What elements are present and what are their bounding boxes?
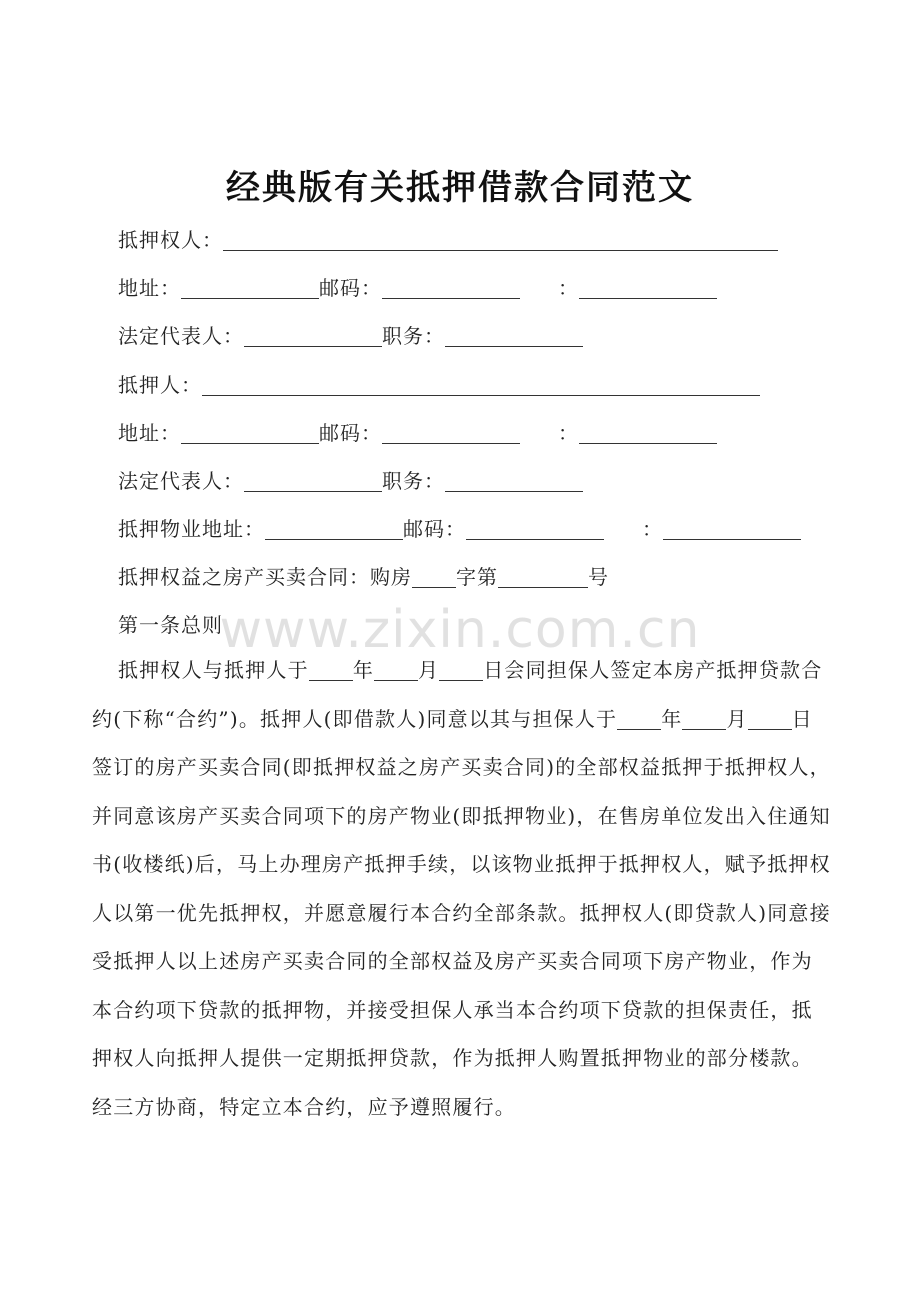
section-title: 第一条总则 bbox=[118, 613, 223, 637]
para-text-2: 日会同担保人签定本房产抵押贷款合约(下称“合约”)。抵押人(即借款人)同意以其与担保人于 bbox=[92, 658, 823, 731]
property-address-blank bbox=[265, 519, 403, 540]
contract-number-blank bbox=[498, 567, 588, 588]
address-blank bbox=[181, 423, 319, 444]
extra-blank bbox=[663, 519, 801, 540]
colon-label: ： bbox=[642, 517, 663, 541]
property-address-label: 抵押物业地址： bbox=[118, 517, 265, 541]
contract-label: 抵押权益之房产买卖合同：购房 bbox=[118, 565, 412, 589]
position-blank bbox=[445, 326, 583, 347]
position-blank bbox=[445, 471, 583, 492]
month-label: 月 bbox=[418, 658, 440, 682]
extra-blank bbox=[579, 278, 717, 299]
mortgagee-address-line bbox=[118, 272, 717, 301]
month-blank bbox=[374, 660, 418, 681]
zip-blank bbox=[382, 278, 520, 299]
document-title: 经典版有关抵押借款合同范文 bbox=[226, 168, 694, 208]
day-blank-2 bbox=[748, 709, 792, 730]
contract-word-blank bbox=[412, 567, 456, 588]
extra-blank bbox=[579, 423, 717, 444]
position-label: 职务： bbox=[382, 324, 445, 348]
mortgagor-blank bbox=[202, 375, 760, 396]
mortgagor-line bbox=[118, 369, 760, 398]
contract-word-label: 字第 bbox=[456, 565, 498, 589]
legal-rep-label: 法定代表人： bbox=[118, 469, 244, 493]
colon-label: ： bbox=[558, 276, 579, 300]
year-label: 年 bbox=[352, 658, 375, 682]
day-blank bbox=[439, 660, 483, 681]
watermark: www.zixin.com.cn bbox=[219, 600, 701, 660]
zip-label: 邮码： bbox=[403, 517, 466, 541]
property-address-line bbox=[118, 513, 801, 542]
mortgagor-rep-line bbox=[118, 465, 583, 494]
contract-line bbox=[118, 561, 609, 590]
month-label-2: 月 bbox=[726, 706, 748, 731]
legal-rep-blank bbox=[244, 326, 382, 347]
para-text-3: 日签订的房产买卖合同(即抵押权益之房产买卖合同)的全部权益抵押于抵押权人，并同意该房产买卖合同项下的房产物业(即抵押物业)，在售房单位发出入住通知书(收楼纸)后，马上办理房产抵押手续，以该物业抵押于抵押权人，赋予抵押权人以第一优先抵押权，并愿意履行本合约全部条款。抵押权人(即贷款人)同意接受抵押人以上述房产买卖合同的全部权益及房产买卖合同项下房产物业，作为本合约项下贷款的抵押物，并接受担保人承当本合约项下贷款的担保责任，抵押权人向抵押人提供一定期抵押贷款，作为抵押人购置抵押物业的部分楼款。经三方协商，特定立本合约，应予遵照履行。 bbox=[92, 706, 831, 1119]
month-blank-2 bbox=[682, 709, 726, 730]
mortgagor-label: 抵押人： bbox=[118, 373, 202, 397]
colon-label: ： bbox=[558, 421, 579, 445]
contract-number-label: 号 bbox=[588, 565, 609, 589]
zip-blank bbox=[466, 519, 604, 540]
mortgagee-line bbox=[118, 224, 778, 253]
mortgagee-label: 抵押权人： bbox=[118, 228, 223, 252]
zip-label: 邮码： bbox=[319, 421, 382, 445]
address-blank bbox=[181, 278, 319, 299]
zip-label: 邮码： bbox=[319, 276, 382, 300]
mortgagor-address-line bbox=[118, 417, 717, 446]
address-label: 地址： bbox=[118, 421, 181, 445]
mortgagee-rep-line bbox=[118, 320, 583, 349]
year-label-2: 年 bbox=[661, 706, 683, 731]
address-label: 地址： bbox=[118, 276, 181, 300]
legal-rep-blank bbox=[244, 471, 382, 492]
general-clause-paragraph bbox=[92, 646, 832, 1131]
zip-blank bbox=[382, 423, 520, 444]
position-label: 职务： bbox=[382, 469, 445, 493]
para-text-1: 抵押权人与抵押人于 bbox=[118, 658, 309, 682]
year-blank bbox=[309, 660, 353, 681]
year-blank-2 bbox=[617, 709, 661, 730]
legal-rep-label: 法定代表人： bbox=[118, 324, 244, 348]
mortgagee-blank bbox=[223, 230, 778, 251]
